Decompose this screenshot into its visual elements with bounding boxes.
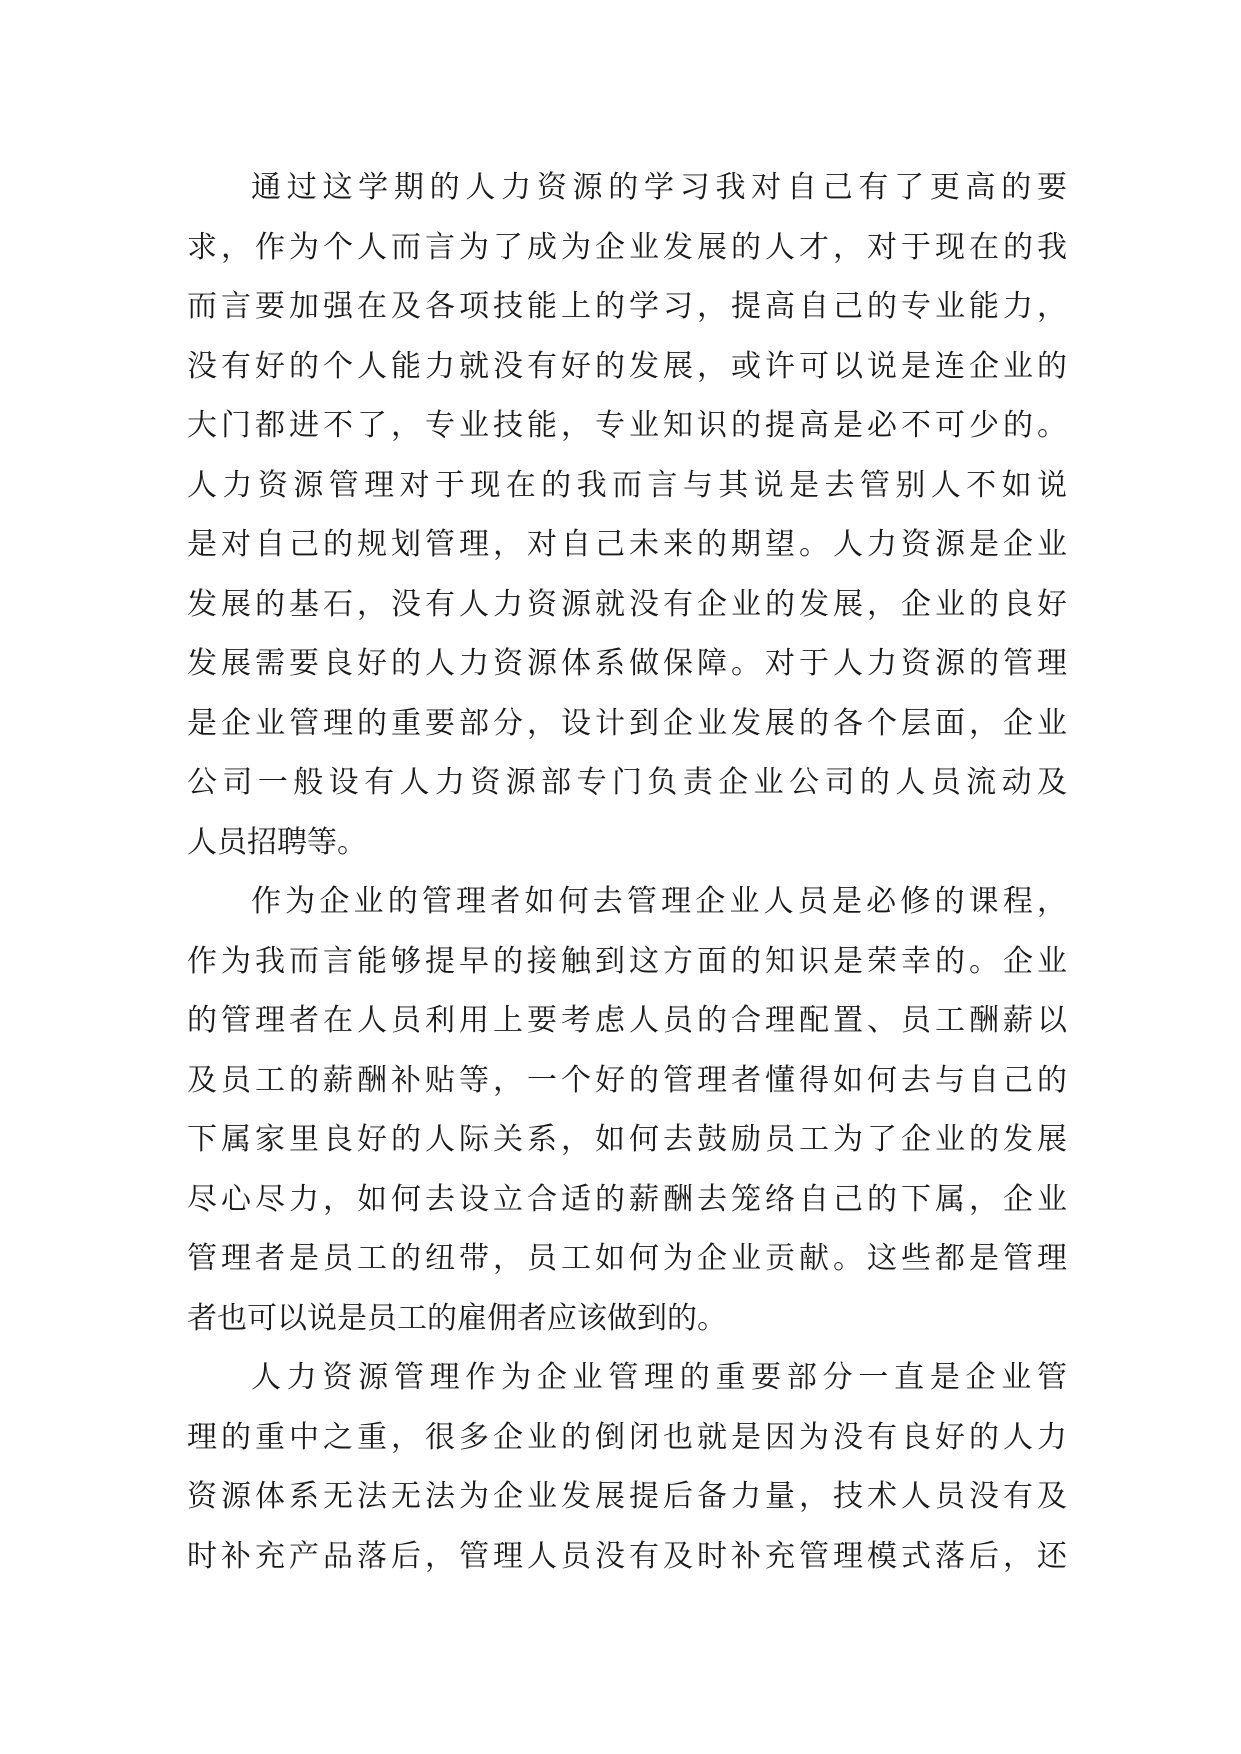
paragraph-line: 管理者是员工的纽带，员工如何为企业贡献。这些都是管理 bbox=[187, 1241, 1067, 1276]
paragraph-line: 发展的基石，没有人力资源就没有企业的发展，企业的良好 bbox=[187, 586, 1067, 622]
paragraph-line: 是对自己的规划管理，对自己未来的期望。人力资源是企业 bbox=[187, 527, 1067, 562]
paragraph-line: 没有好的个人能力就没有好的发展，或许可以说是连企业的 bbox=[187, 348, 1067, 384]
paragraph-line: 公司一般设有人力资源部专门负责企业公司的人员流动及 bbox=[187, 765, 1067, 800]
paragraph-line: 求，作为个人而言为了成为企业发展的人才，对于现在的我 bbox=[187, 229, 1067, 265]
paragraph-line: 发展需要良好的人力资源体系做保障。对于人力资源的管理 bbox=[187, 646, 1067, 681]
paragraph-line: 理的重中之重，很多企业的倒闭也就是因为没有良好的人力 bbox=[187, 1419, 1067, 1455]
paragraph-line: 人力资源管理对于现在的我而言与其说是去管别人不如说 bbox=[187, 467, 1067, 503]
paragraph-line: 者也可以说是员工的雇佣者应该做到的。 bbox=[187, 1300, 727, 1336]
paragraph-line: 人力资源管理作为企业管理的重要部分一直是企业管 bbox=[251, 1360, 1067, 1395]
paragraph-line: 时补充产品落后，管理人员没有及时补充管理模式落后，还 bbox=[187, 1538, 1067, 1574]
paragraph-line: 及员工的薪酬补贴等，一个好的管理者懂得如何去与自己的 bbox=[187, 1062, 1067, 1098]
paragraph-line: 作为企业的管理者如何去管理企业人员是必修的课程， bbox=[251, 884, 1067, 919]
paragraph-line: 人员招聘等。 bbox=[187, 824, 367, 860]
body-text bbox=[187, 158, 1067, 1586]
paragraph-line: 作为我而言能够提早的接触到这方面的知识是荣幸的。企业 bbox=[187, 943, 1067, 979]
paragraph-line: 是企业管理的重要部分，设计到企业发展的各个层面，企业 bbox=[187, 705, 1067, 741]
paragraph-line: 大门都进不了，专业技能，专业知识的提高是必不可少的。 bbox=[187, 408, 1067, 443]
paragraph-line: 通过这学期的人力资源的学习我对自己有了更高的要 bbox=[251, 170, 1067, 205]
paragraph-line: 的管理者在人员利用上要考虑人员的合理配置、员工酬薪以 bbox=[187, 1003, 1067, 1038]
paragraph-line: 尽心尽力，如何去设立合适的薪酬去笼络自己的下属，企业 bbox=[187, 1181, 1067, 1217]
paragraph-line: 下属家里良好的人际关系，如何去鼓励员工为了企业的发展 bbox=[187, 1122, 1067, 1157]
paragraph-line: 而言要加强在及各项技能上的学习，提高自己的专业能力， bbox=[187, 289, 1067, 324]
paragraph-line: 资源体系无法无法为企业发展提后备力量，技术人员没有及 bbox=[187, 1479, 1067, 1514]
